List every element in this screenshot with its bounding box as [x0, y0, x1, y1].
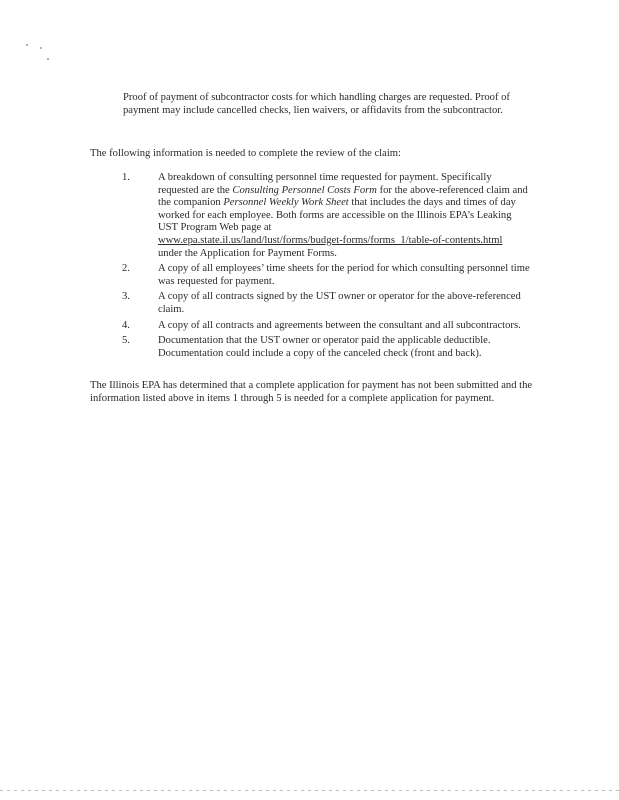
scan-speck [47, 58, 49, 60]
scan-speck [26, 44, 28, 46]
list-item [90, 335, 530, 360]
form-name-consulting-personnel-costs: Consulting Personnel Costs Form [232, 184, 377, 196]
item-text-part: that includes the days and times of day worked for each employee. Both forms are accessible on the Illinois EPA’s Leaking UST Program Web page at [158, 197, 516, 234]
list-item [90, 263, 530, 288]
scan-edge-line [0, 790, 619, 791]
item-number: 2. [122, 263, 130, 275]
item-text [158, 172, 530, 260]
item-text-part: A breakdown of consulting personnel time requested for payment. Specifically requested are the [158, 172, 492, 196]
item-number: 5. [122, 335, 130, 347]
proof-of-payment-paragraph: Proof of payment of subcontractor costs for which handling charges are requested. Proof of payment may include cancelled checks, lien waivers, or affidavits from the subcontractor. [123, 92, 510, 116]
item-text: A copy of all contracts and agreements between the consultant and all subcontractors. [158, 319, 521, 331]
item-text: Documentation that the UST owner or operator paid the applicable deductible. Documentation could include a copy of the canceled check (front and back). [158, 335, 491, 359]
scan-speck [40, 47, 42, 49]
item-text: A copy of all contracts signed by the UST owner or operator for the above-referenced claim. [158, 291, 521, 315]
item-text: A copy of all employees’ time sheets for the period for which consulting personnel time was requested for payment. [158, 263, 530, 287]
required-information-list [90, 172, 530, 363]
conclusion-paragraph: The Illinois EPA has determined that a complete application for payment has not been submitted and the information listed above in items 1 through 5 is needed for a complete application for payment. [90, 380, 533, 404]
item-number: 4. [122, 319, 130, 331]
form-name-personnel-weekly-work-sheet: Personnel Weekly Work Sheet [223, 197, 349, 209]
intro-paragraph: The following information is needed to complete the review of the claim: [90, 148, 401, 159]
item-text-part: under the Application for Payment Forms. [158, 247, 337, 259]
forms-web-link[interactable]: www.epa.state.il.us/land/lust/forms/budget-forms/forms_1/table-of-contents.html [158, 234, 503, 246]
item-number: 1. [122, 172, 130, 183]
item-number: 3. [122, 291, 130, 303]
item-text-part: for the above-referenced claim and the companion [158, 184, 528, 209]
list-item [90, 320, 530, 333]
list-item [90, 172, 530, 260]
list-item [90, 291, 530, 316]
